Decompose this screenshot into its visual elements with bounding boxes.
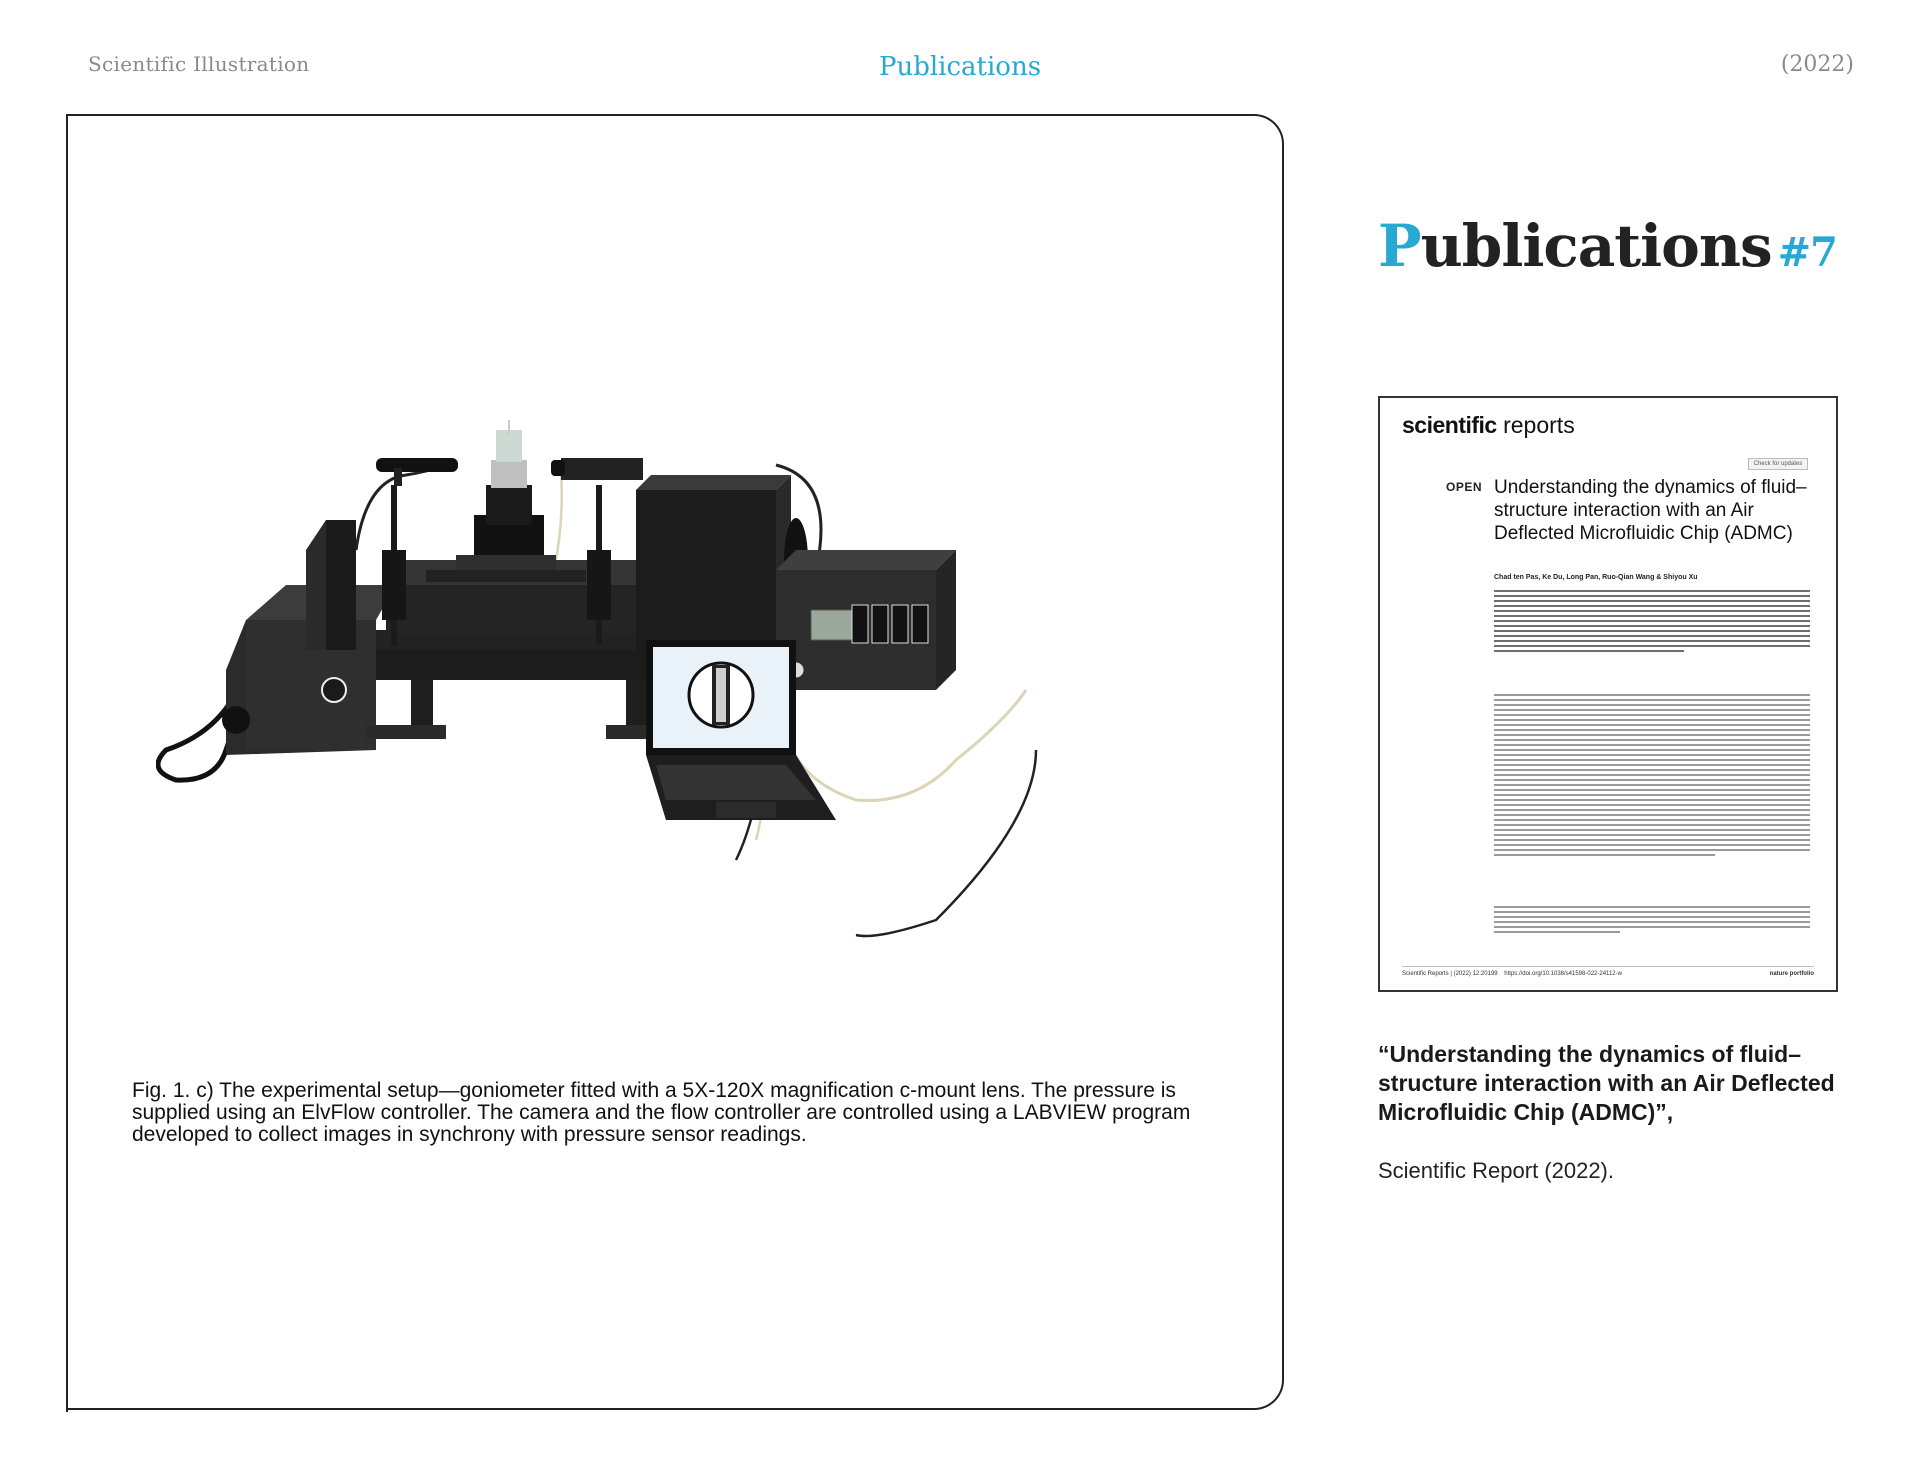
publications-heading-initial: P bbox=[1378, 212, 1421, 280]
check-for-updates-badge: Check for updates bbox=[1748, 458, 1808, 470]
paper-title: Understanding the dynamics of fluid–structure interaction with an Air Deflected Microfluidic Chip (ADMC) bbox=[1494, 477, 1807, 544]
figure-caption: Fig. 1. c) The experimental setup—goniometer fitted with a 5X-120X magnification c-mount lens. The pressure is supplied using an ElvFlow controller. The camera and the flow controller are controlled using a LABVIEW program developed to collect images in synchrony with pressure sensor readings. bbox=[132, 1079, 1191, 1146]
paper-body-lines bbox=[1494, 694, 1810, 859]
publication-source: Scientific Report (2022). bbox=[1378, 1158, 1614, 1183]
header-section-label: Scientific Illustration bbox=[88, 52, 310, 76]
publications-heading-rest: ublications bbox=[1420, 212, 1772, 280]
paper-authors: Chad ten Pas, Ke Du, Long Pan, Ruo-Qian Wang & Shiyou Xu bbox=[1494, 574, 1698, 581]
publication-title-quote: “Understanding the dynamics of fluid–structure interaction with an Air Deflected Microfluidic Chip (ADMC)”, bbox=[1378, 1041, 1835, 1125]
open-access-label: OPEN bbox=[1446, 480, 1483, 494]
header-title: Publications bbox=[878, 52, 1042, 82]
paper-abstract-lines bbox=[1494, 590, 1810, 655]
experimental-setup-illustration bbox=[156, 420, 1186, 990]
paper-affiliation-lines bbox=[1494, 906, 1810, 936]
paper-thumbnail bbox=[1378, 396, 1838, 992]
publications-heading bbox=[1378, 212, 1837, 280]
journal-logo: scientific reports bbox=[1402, 412, 1575, 438]
paper-footer: Scientific Reports | (2022) 12:20199 https://doi.org/10.1038/s41598-022-24112-w nature portfolio bbox=[1402, 966, 1814, 977]
publication-number: #7 bbox=[1777, 229, 1838, 276]
header-year: (2022) bbox=[1780, 52, 1854, 77]
